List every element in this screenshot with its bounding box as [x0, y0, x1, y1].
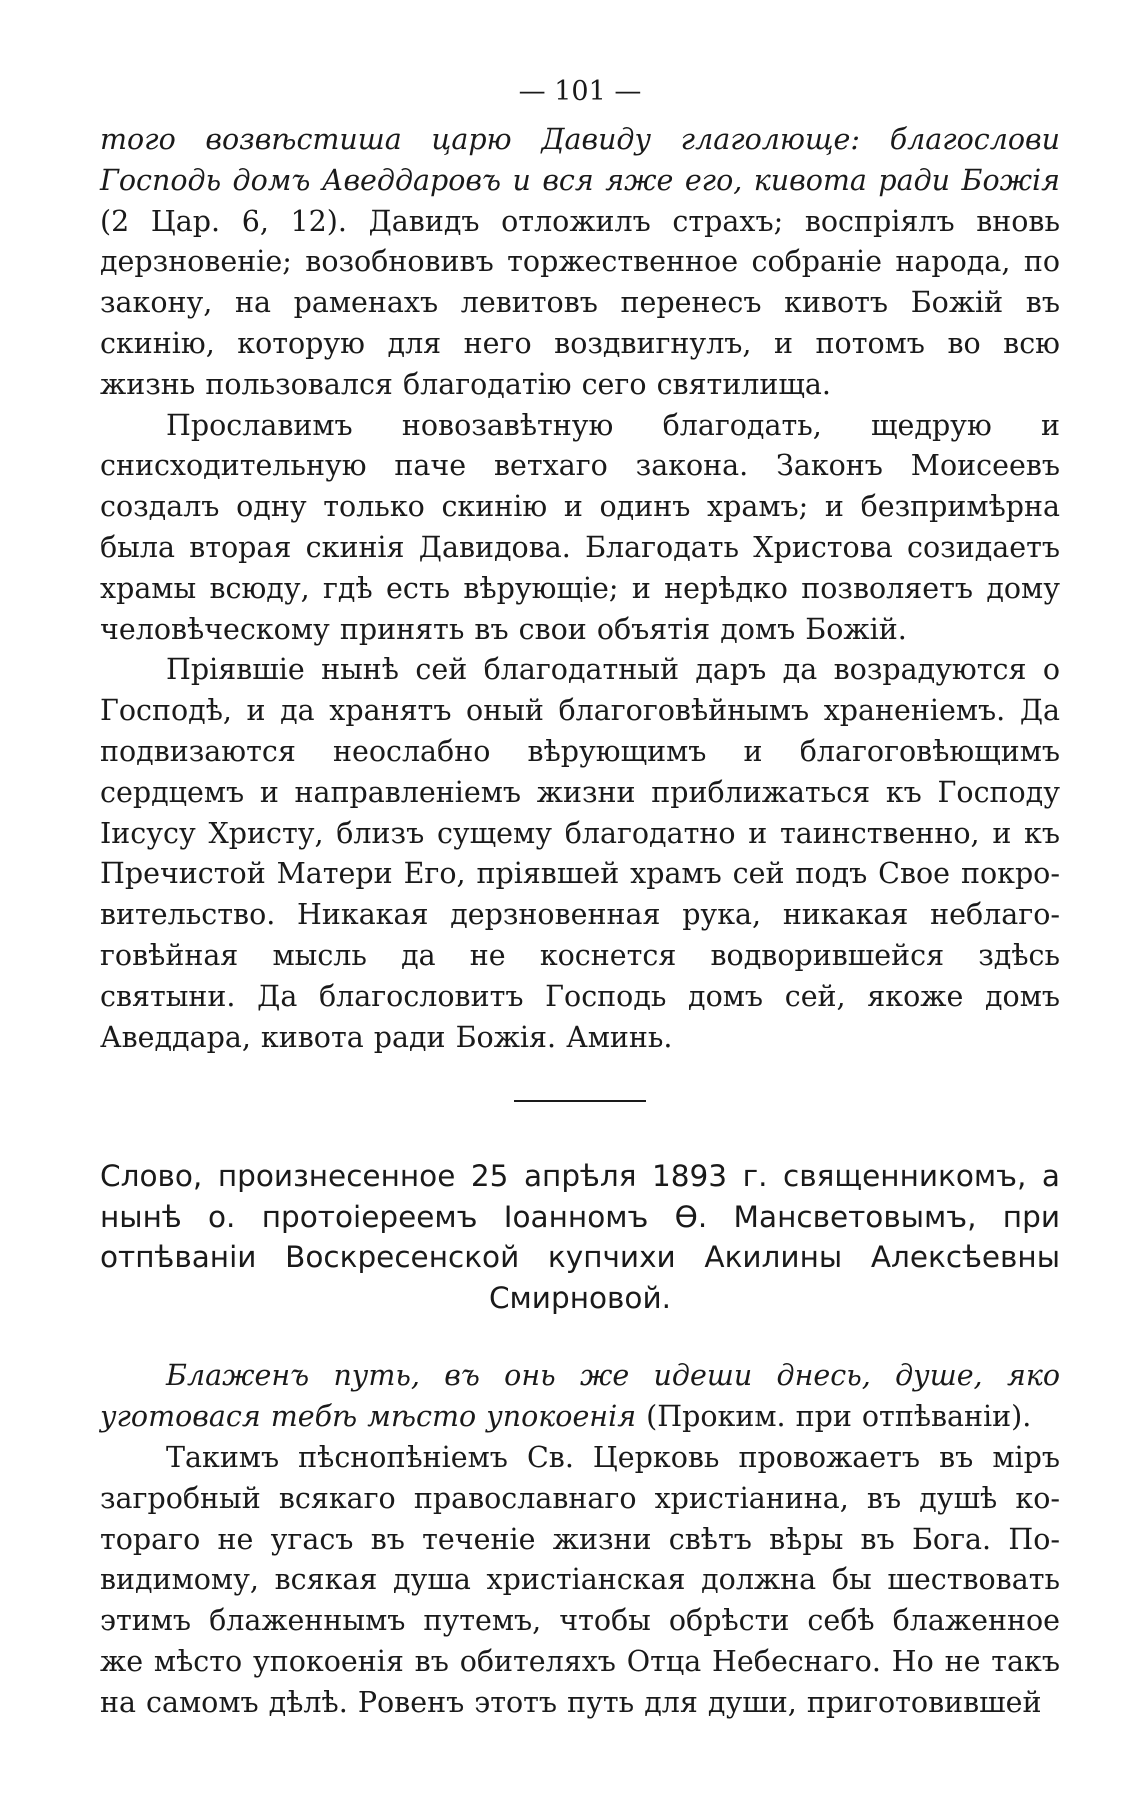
- sermon-title: Слово, произнесенное 25 апрѣля 1893 г. священникомъ, а нынѣ о. протоіереемъ Іоанномъ Ѳ. Мансветовымъ, при отпѣваніи Воскресенской купчихи Акилины Алексѣевны Смирновой.: [100, 1159, 1060, 1315]
- section-divider: [514, 1100, 646, 1102]
- paragraph-text: (2 Цар. 6, 12). Давидъ отложилъ страхъ; воспріялъ вновь дерзновеніе; возобновивъ торжественное собраніе народа, по закону, на раменахъ левитовъ перенесъ кивотъ Божій въ скинію, которую для него воздвигнулъ, и потомъ во всю жизнь пользовался благодатію сего святилища.: [100, 204, 1060, 401]
- sermon-epigraph: [100, 1356, 1060, 1438]
- epigraph-source: (Проким. при отпѣваніи).: [636, 1400, 1032, 1434]
- sermon-body: [100, 1438, 1060, 1724]
- paragraph-funeral-hymn: Такимъ пѣснопѣніемъ Св. Церковь провожаетъ въ міръ загробный всякаго православнаго христіанина, въ душѣ котораго не угасъ въ теченіе жизни свѣтъ вѣры въ Бога. Повидимому, всякая душа христіанская должна бы шествовать этимъ блаженнымъ путемъ, чтобы обрѣсти себѣ блаженное же мѣсто упокоенія въ обителяхъ Отца Небеснаго. Но не такъ на самомъ дѣлѣ. Ровенъ этотъ путь для души, приготовившей: [100, 1440, 1060, 1719]
- page-number: — 101 —: [518, 76, 642, 107]
- paragraph-david-ark: [100, 120, 1060, 406]
- book-page: [100, 70, 1060, 1724]
- paragraph-closing-blessing: Пріявшіе нынѣ сей благодатный даръ да возрадуются о Господѣ, и да хранятъ оный благоговѣйнымъ храненіемъ. Да подвизаются неослабно вѣрующимъ и благоговѣющимъ сердцемъ и направленіемъ жизни приближаться къ Господу Іисусу Христу, близъ сущему благодатно и таинственно, и къ Пречистой Матери Его, пріявшей храмъ сей подъ Свое покровительство. Никакая дерзновенная рука, никакая неблагоговѣйная мысль да не коснется водворившейся здѣсь святыни. Да благословитъ Господь домъ сей, якоже домъ Аведдара, кивота ради Божія. Аминь.: [100, 653, 1060, 1054]
- paragraph-new-testament-grace: Прославимъ новозавѣтную благодать, щедрую и снисходительную паче ветхаго закона. Законъ Моисеевъ создалъ одну только скинію и одинъ храмъ; и безпримѣрна была вторая скинія Давидова. Благодать Христова созидаетъ храмы всюду, гдѣ есть вѣрующіе; и нерѣдко позволяетъ дому человѣческому принять въ свои объятія домъ Божій.: [100, 408, 1060, 646]
- preceding-sermon-ending: [100, 120, 1060, 1058]
- epigraph-quote: Блаженъ путь, въ онь же идеши днесь, душе, яко уготовася тебѣ мѣсто упокоенія: [100, 1359, 1060, 1434]
- scripture-quote: того возвѣстиша царю Давиду глаголюще: благослови Господь домъ Аведдаровъ и вся яже его, кивота ради Божія: [100, 123, 1060, 197]
